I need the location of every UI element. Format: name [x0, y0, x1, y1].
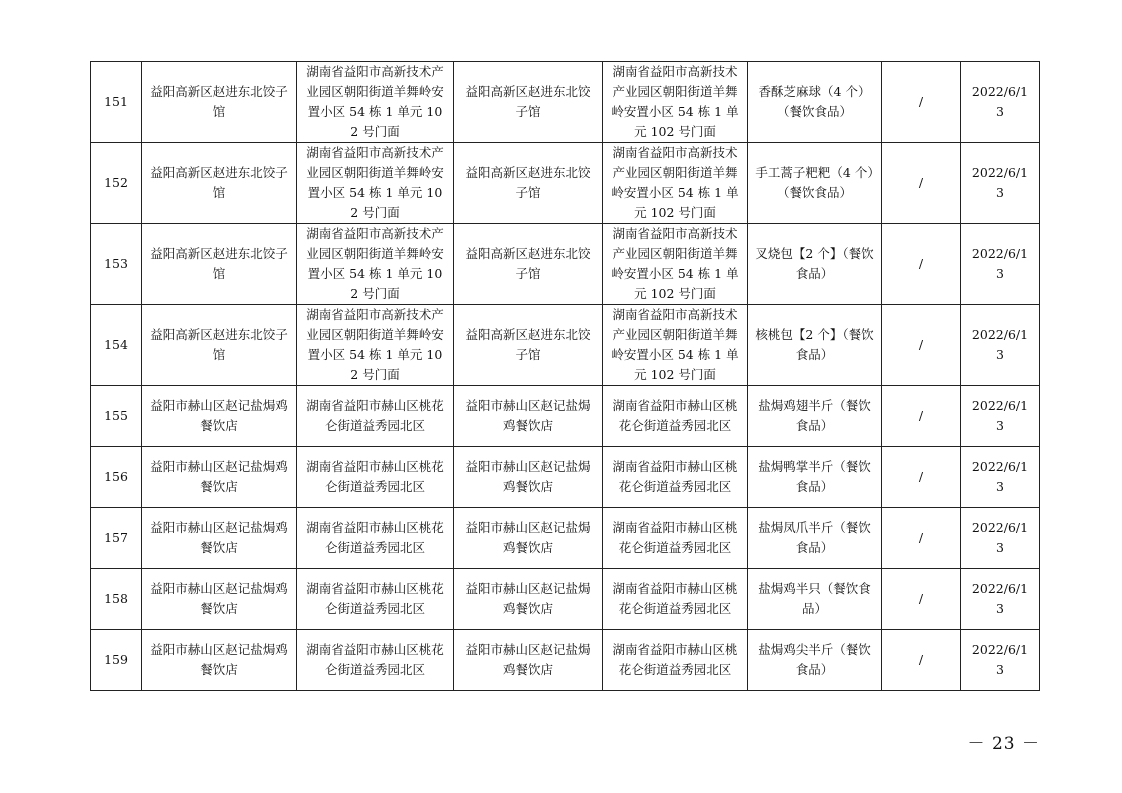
producer-address: 湖南省益阳市高新技术产业园区朝阳街道羊舞岭安置小区 54 栋 1 单元 102 号门面: [297, 62, 454, 143]
seller-name: 益阳高新区赵进东北饺子馆: [454, 143, 603, 224]
seller-name: 益阳市赫山区赵记盐焗鸡餐饮店: [454, 386, 603, 447]
producer-address: 湖南省益阳市赫山区桃花仑街道益秀园北区: [297, 630, 454, 691]
producer-name: 益阳市赫山区赵记盐焗鸡餐饮店: [142, 386, 297, 447]
specification: /: [882, 630, 961, 691]
product-name: 盐焗鸡尖半斤（餐饮食品）: [748, 630, 882, 691]
producer-name: 益阳市赫山区赵记盐焗鸡餐饮店: [142, 569, 297, 630]
row-number: 159: [91, 630, 142, 691]
production-date: 2022/6/13: [961, 143, 1040, 224]
producer-name: 益阳高新区赵进东北饺子馆: [142, 305, 297, 386]
row-number: 157: [91, 508, 142, 569]
producer-address: 湖南省益阳市赫山区桃花仑街道益秀园北区: [297, 447, 454, 508]
product-name: 手工蒿子粑粑（4 个）（餐饮食品）: [748, 143, 882, 224]
seller-address: 湖南省益阳市赫山区桃花仑街道益秀园北区: [603, 386, 748, 447]
seller-address: 湖南省益阳市赫山区桃花仑街道益秀园北区: [603, 630, 748, 691]
table-row: [91, 447, 1040, 508]
producer-name: 益阳市赫山区赵记盐焗鸡餐饮店: [142, 630, 297, 691]
row-number: 156: [91, 447, 142, 508]
seller-address: 湖南省益阳市高新技术产业园区朝阳街道羊舞岭安置小区 54 栋 1 单元 102 号门面: [603, 143, 748, 224]
seller-address: 湖南省益阳市赫山区桃花仑街道益秀园北区: [603, 447, 748, 508]
seller-name: 益阳市赫山区赵记盐焗鸡餐饮店: [454, 508, 603, 569]
table-body: [91, 62, 1040, 691]
production-date: 2022/6/13: [961, 62, 1040, 143]
production-date: 2022/6/13: [961, 305, 1040, 386]
producer-address: 湖南省益阳市赫山区桃花仑街道益秀园北区: [297, 508, 454, 569]
seller-name: 益阳市赫山区赵记盐焗鸡餐饮店: [454, 569, 603, 630]
seller-name: 益阳高新区赵进东北饺子馆: [454, 224, 603, 305]
row-number: 155: [91, 386, 142, 447]
seller-name: 益阳市赫山区赵记盐焗鸡餐饮店: [454, 630, 603, 691]
producer-name: 益阳高新区赵进东北饺子馆: [142, 62, 297, 143]
product-name: 盐焗凤爪半斤（餐饮食品）: [748, 508, 882, 569]
seller-address: 湖南省益阳市赫山区桃花仑街道益秀园北区: [603, 569, 748, 630]
production-date: 2022/6/13: [961, 569, 1040, 630]
seller-name: 益阳高新区赵进东北饺子馆: [454, 62, 603, 143]
producer-address: 湖南省益阳市高新技术产业园区朝阳街道羊舞岭安置小区 54 栋 1 单元 102 号门面: [297, 224, 454, 305]
production-date: 2022/6/13: [961, 508, 1040, 569]
producer-name: 益阳高新区赵进东北饺子馆: [142, 143, 297, 224]
specification: /: [882, 447, 961, 508]
row-number: 152: [91, 143, 142, 224]
seller-address: 湖南省益阳市高新技术产业园区朝阳街道羊舞岭安置小区 54 栋 1 单元 102 号门面: [603, 305, 748, 386]
page-number: － 23 －: [967, 734, 1040, 754]
specification: /: [882, 143, 961, 224]
table-row: [91, 386, 1040, 447]
table-row: [91, 508, 1040, 569]
table-row: [91, 305, 1040, 386]
row-number: 158: [91, 569, 142, 630]
product-name: 盐焗鸡翅半斤（餐饮食品）: [748, 386, 882, 447]
table-row: [91, 569, 1040, 630]
seller-name: 益阳市赫山区赵记盐焗鸡餐饮店: [454, 447, 603, 508]
specification: /: [882, 569, 961, 630]
producer-name: 益阳市赫山区赵记盐焗鸡餐饮店: [142, 447, 297, 508]
table-row: [91, 62, 1040, 143]
production-date: 2022/6/13: [961, 386, 1040, 447]
specification: /: [882, 305, 961, 386]
table-row: [91, 143, 1040, 224]
specification: /: [882, 224, 961, 305]
specification: /: [882, 62, 961, 143]
producer-name: 益阳市赫山区赵记盐焗鸡餐饮店: [142, 508, 297, 569]
row-number: 151: [91, 62, 142, 143]
producer-name: 益阳高新区赵进东北饺子馆: [142, 224, 297, 305]
product-name: 盐焗鸡半只（餐饮食品）: [748, 569, 882, 630]
producer-address: 湖南省益阳市高新技术产业园区朝阳街道羊舞岭安置小区 54 栋 1 单元 102 号门面: [297, 143, 454, 224]
production-date: 2022/6/13: [961, 447, 1040, 508]
specification: /: [882, 386, 961, 447]
product-name: 盐焗鸭掌半斤（餐饮食品）: [748, 447, 882, 508]
product-name: 叉烧包【2 个】（餐饮食品）: [748, 224, 882, 305]
product-name: 核桃包【2 个】（餐饮食品）: [748, 305, 882, 386]
row-number: 153: [91, 224, 142, 305]
seller-address: 湖南省益阳市高新技术产业园区朝阳街道羊舞岭安置小区 54 栋 1 单元 102 号门面: [603, 62, 748, 143]
sampling-results-table: [90, 61, 1040, 691]
product-name: 香酥芝麻球（4 个）（餐饮食品）: [748, 62, 882, 143]
specification: /: [882, 508, 961, 569]
seller-address: 湖南省益阳市高新技术产业园区朝阳街道羊舞岭安置小区 54 栋 1 单元 102 号门面: [603, 224, 748, 305]
table-row: [91, 630, 1040, 691]
seller-name: 益阳高新区赵进东北饺子馆: [454, 305, 603, 386]
producer-address: 湖南省益阳市赫山区桃花仑街道益秀园北区: [297, 569, 454, 630]
production-date: 2022/6/13: [961, 224, 1040, 305]
table-row: [91, 224, 1040, 305]
production-date: 2022/6/13: [961, 630, 1040, 691]
producer-address: 湖南省益阳市赫山区桃花仑街道益秀园北区: [297, 386, 454, 447]
seller-address: 湖南省益阳市赫山区桃花仑街道益秀园北区: [603, 508, 748, 569]
producer-address: 湖南省益阳市高新技术产业园区朝阳街道羊舞岭安置小区 54 栋 1 单元 102 号门面: [297, 305, 454, 386]
row-number: 154: [91, 305, 142, 386]
